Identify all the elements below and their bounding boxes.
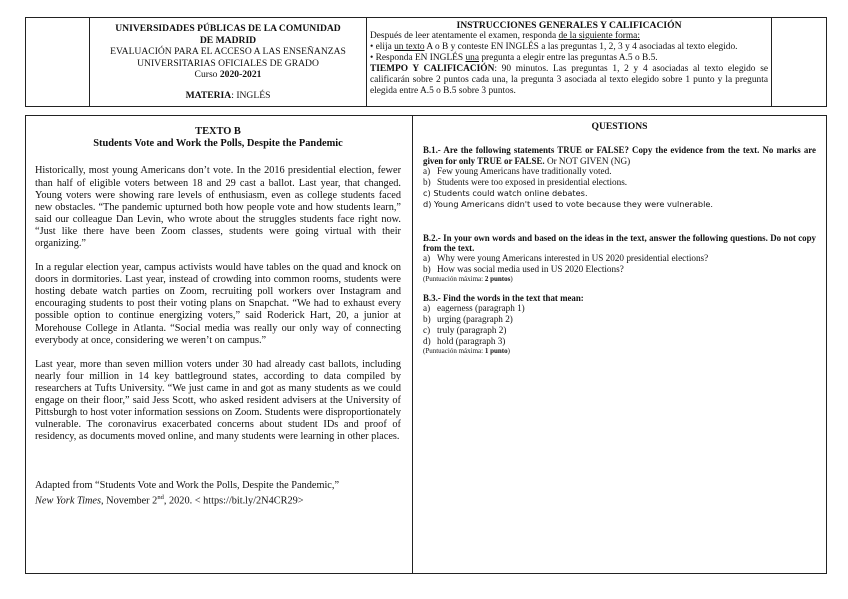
instr2-text-a: • elija xyxy=(370,42,395,52)
instructions-line3 xyxy=(370,53,768,64)
header-blank-left xyxy=(26,18,90,106)
instr2-text-b: A o B y conteste EN INGLÉS a las preguntas 1, 2, 3 y 4 asociadas al texto elegido. xyxy=(424,42,738,52)
subject-value: INGLÉS xyxy=(236,89,271,101)
b1-item-b xyxy=(423,177,816,188)
b3-item-b-text: urging (paragraph 2) xyxy=(437,314,513,325)
instructions-line2 xyxy=(370,42,768,53)
source-publication: New York Times xyxy=(35,495,101,507)
time-text: : 90 minutos. Las preguntas 1, 2 y 4 asociadas al texto elegido se calificarán sobre 2 puntos cada una, la pregunta 3 asociada al texto elegido sobre 1 punto y la pregunta elegida entre A.5 o B.5 sobre 3 puntos. xyxy=(370,64,769,96)
b3-item-a xyxy=(423,303,816,314)
text-b-paragraph-1: Historically, most young Americans don’t vote. In the 2016 presidential election, fewer than half of eligible voters between 18 and 29 cast a ballot. Last year, that changed. Young voters were showing rare levels of enthusiasm, even as college students faced new obstacles. “The pandemic upturned both how people vote and how students learn,” said our colleague Dan Levin, who wrote about the struggles students face right now. “Just like there have been Zoom classes, students were going virtual with their organizing.” xyxy=(35,165,401,249)
b2-item-b-text: How was social media used in US 2020 Elections? xyxy=(437,264,624,275)
question-b3 xyxy=(423,293,816,356)
instr1-text: Después de leer atentamente el examen, responda xyxy=(370,31,559,41)
b1-item-c-text: Students could watch online debates. xyxy=(433,187,588,198)
b3-item-c xyxy=(423,325,816,336)
text-b-paragraph-3: Last year, more than seven million voters under 30 had already cast ballots, including nearly four million in 14 key battleground states, according to data compiled by researchers at Tufts University. “We just came in and got as many students as we could engage on their floor,” said Jess Scott, who asked resident advisers at the University of Pittsburgh to host voter information sessions on Zoom. Students were disproportionately vulnerable. The coronavirus exacerbated concerns about student IDs and proof of residency, as documents moved online, and many students were learning in other places. xyxy=(35,358,401,443)
b2-item-b xyxy=(423,264,816,275)
b3-score-close: ) xyxy=(507,346,510,355)
b3-item-a-label: a) xyxy=(423,303,431,314)
b1-prompt-bold: B.1.- Are the following statements TRUE or FALSE? Copy the evidence from the text. No marks are given for only TRUE or FALSE. xyxy=(423,144,816,166)
university-name-line2: DE MADRID xyxy=(199,34,257,46)
instr3-underlined: una xyxy=(465,53,480,63)
b2-score xyxy=(423,275,816,284)
exam-name-line1: EVALUACIÓN PARA EL ACCESO A LAS ENSEÑANZAS xyxy=(110,46,346,58)
b1-item-b-text: Students were too exposed in presidential elections. xyxy=(437,177,628,188)
b1-item-d xyxy=(423,199,816,210)
questions-column xyxy=(413,116,826,573)
b3-item-d-text: hold (paragraph 3) xyxy=(437,335,506,346)
b1-item-d-text: Young Americans didn't used to vote because they were vulnerable. xyxy=(434,198,714,209)
text-b-heading: TEXTO B xyxy=(195,126,241,137)
text-b-column xyxy=(26,116,413,573)
b2-score-value: 2 puntos xyxy=(484,274,511,283)
b1-prompt xyxy=(423,145,816,167)
question-b1 xyxy=(423,145,816,210)
b3-item-b xyxy=(423,314,816,325)
b3-item-d xyxy=(423,336,816,347)
b2-item-b-label: b) xyxy=(423,264,431,275)
b3-score-label: (Puntuación máxima: xyxy=(423,346,485,355)
course-value: 2020-2021 xyxy=(219,69,262,81)
b1-item-d-label: d) xyxy=(423,198,432,209)
b1-item-c-label: c) xyxy=(423,187,431,198)
source-date-suffix: nd xyxy=(157,494,164,502)
exam-header-table xyxy=(25,17,827,107)
b1-item-a-label: a) xyxy=(423,166,431,177)
subject-line xyxy=(90,90,366,102)
b2-prompt: B.2.- In your own words and based on the ideas in the text, answer the following questions. Do not copy from the text. xyxy=(423,232,816,253)
b2-item-a-text: Why were young Americans interested in US 2020 presidential elections? xyxy=(437,253,709,264)
b1-item-a-text: Few young Americans have traditionally voted. xyxy=(437,166,612,177)
b3-prompt: B.3.- Find the words in the text that mean: xyxy=(423,292,584,303)
text-b-paragraph-2: In a regular election year, campus activists would have tables on the quad and knock on doors in dormitories. Last year, instead of crowding into common rooms, students were hosting debate watch parties on Zoom, recruiting poll workers over Instagram and encouraging students to post their voting plans on Snapchat. “We had to exhaust every possible option to continue energizing voters,” said Roderick Hart, 20, a junior at Morehouse College in Atlanta. “Social media was really our only way of connecting everybody at once, considering we weren’t on campus.” xyxy=(35,262,401,346)
b2-score-close: ) xyxy=(510,274,513,283)
course-line xyxy=(90,69,366,81)
header-blank-right xyxy=(772,18,826,106)
b1-item-a xyxy=(423,166,816,177)
b3-item-c-label: c) xyxy=(423,324,431,335)
source-line1: Adapted from “Students Vote and Work the Polls, Despite the Pandemic,” xyxy=(35,480,340,492)
b2-item-a xyxy=(423,253,816,264)
b1-item-c xyxy=(423,188,816,199)
b3-item-a-text: eagerness (paragraph 1) xyxy=(437,303,525,314)
subject-separator: : xyxy=(231,89,237,101)
subject-label: MATERIA xyxy=(185,89,232,101)
instr2-underlined: un texto xyxy=(394,42,425,52)
b1-prompt-tail: Or NOT GIVEN (NG) xyxy=(544,155,631,166)
time-label: TIEMPO Y CALIFICACIÓN xyxy=(370,64,495,74)
time-grading xyxy=(370,64,768,97)
questions-heading: QUESTIONS xyxy=(591,121,648,132)
university-name-line1: UNIVERSIDADES PÚBLICAS DE LA COMUNIDAD xyxy=(115,23,341,34)
header-university-cell xyxy=(90,18,367,106)
b3-score-value: 1 punto xyxy=(484,346,508,355)
source-line2 xyxy=(35,492,401,508)
header-instructions-cell xyxy=(367,18,772,106)
source-url: , 2020. < https://bit.ly/2N4CR29> xyxy=(163,495,304,507)
source-date: , November 2 xyxy=(101,495,158,507)
text-b-title: Students Vote and Work the Polls, Despite the Pandemic xyxy=(93,138,343,150)
b3-item-d-label: d) xyxy=(423,335,431,346)
instructions-line1 xyxy=(370,31,768,42)
instr3-text-b: pregunta a elegir entre las preguntas A.5 o B.5. xyxy=(479,53,658,63)
b2-item-a-label: a) xyxy=(423,253,431,264)
b1-item-b-label: b) xyxy=(423,177,431,188)
source-citation xyxy=(35,480,401,508)
question-b2 xyxy=(423,233,816,284)
b3-score xyxy=(423,347,816,356)
instr3-text-a: • Responda EN INGLÉS xyxy=(370,53,466,63)
b2-score-label: (Puntuación máxima: xyxy=(423,274,485,283)
b3-item-c-text: truly (paragraph 2) xyxy=(437,324,507,335)
b3-item-b-label: b) xyxy=(423,314,431,325)
instructions-title: INSTRUCCIONES GENERALES Y CALIFICACIÓN xyxy=(456,20,682,31)
instr1-underlined: de la siguiente forma: xyxy=(558,31,640,41)
course-label: Curso xyxy=(194,69,218,81)
exam-body-table xyxy=(25,115,827,574)
exam-name-line2: UNIVERSITARIAS OFICIALES DE GRADO xyxy=(137,57,319,69)
